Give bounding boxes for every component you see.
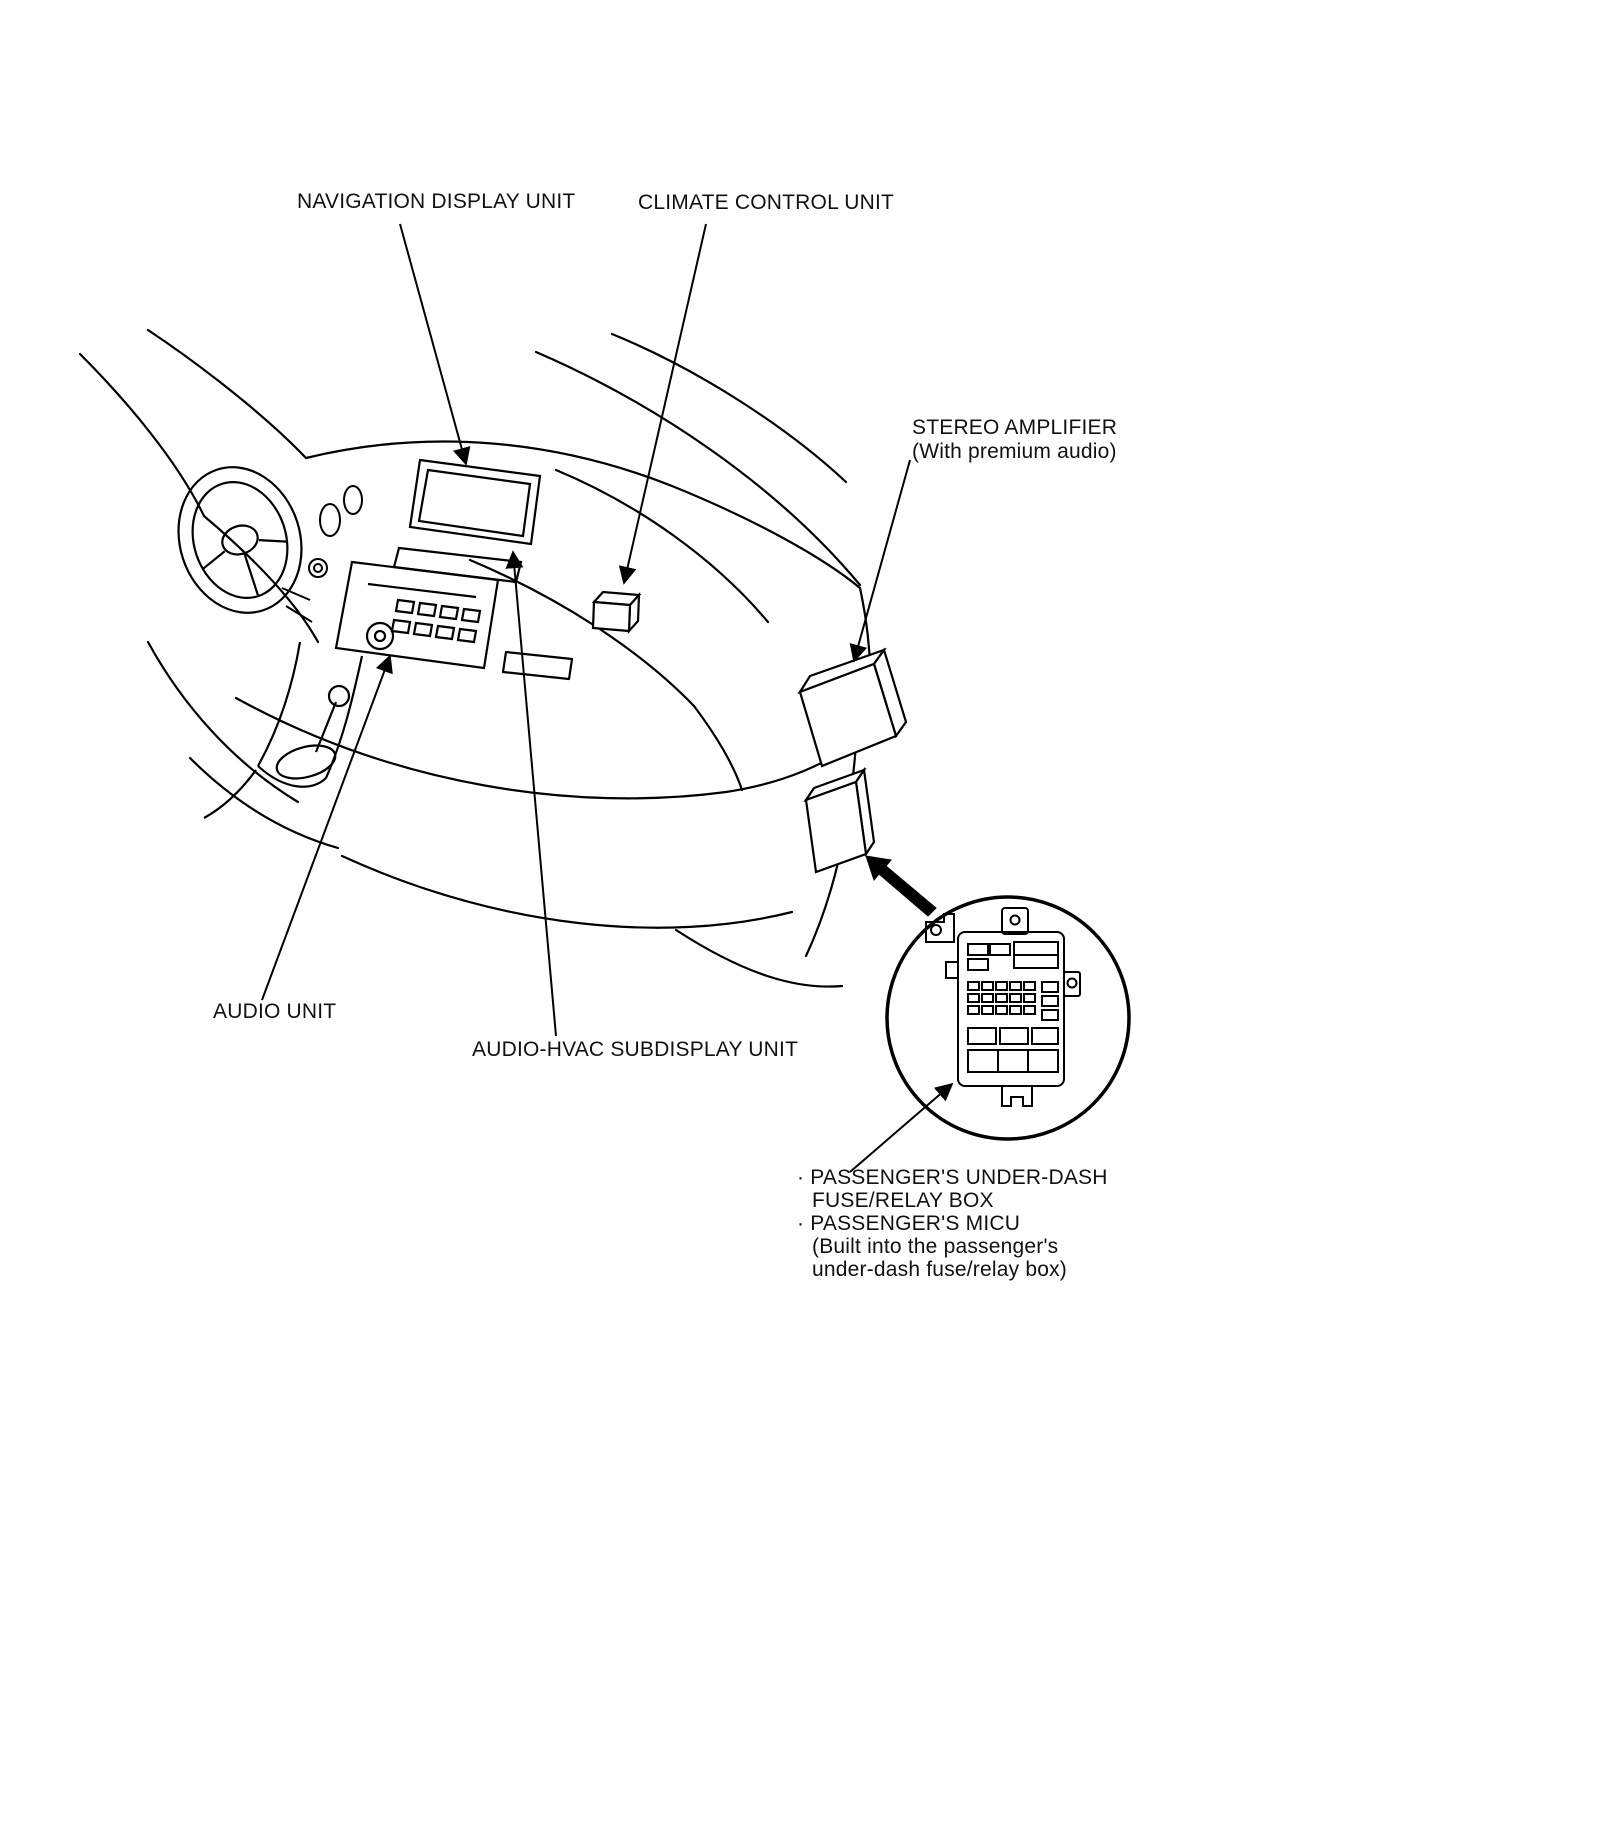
label-stereo-amplifier-line2: (With premium audio) [912, 440, 1117, 463]
audio-unit-shape [336, 562, 498, 668]
leader-audio-unit [262, 656, 390, 1000]
label-audio-unit: AUDIO UNIT [213, 1000, 337, 1023]
label-passenger-fuse-box [797, 1166, 1108, 1281]
fuse-relay-box-shape [806, 770, 874, 872]
label-fuse-line4: (Built into the passenger's [812, 1235, 1059, 1258]
label-fuse-line3: · PASSENGER'S MICU [797, 1212, 1021, 1235]
label-fuse-line5: under-dash fuse/relay box) [812, 1258, 1068, 1281]
magnify-arrow [866, 856, 936, 916]
label-stereo-amplifier-line1: STEREO AMPLIFIER [912, 416, 1118, 439]
leader-fuse-box [850, 1084, 952, 1172]
label-stereo-amplifier [912, 416, 1117, 464]
label-audio-hvac-subdisplay-unit: AUDIO-HVAC SUBDISPLAY UNIT [472, 1038, 799, 1061]
audio-hvac-subdisplay-shape [394, 548, 521, 582]
climate-control-unit-shape [593, 592, 639, 631]
label-climate-control-unit: CLIMATE CONTROL UNIT [638, 191, 895, 214]
leader-stereo-amplifier [854, 460, 910, 661]
navigation-display-unit-shape [410, 460, 540, 544]
stereo-amplifier-shape [800, 650, 906, 766]
label-fuse-line1: · PASSENGER'S UNDER-DASH [797, 1166, 1108, 1189]
interior-outline [80, 330, 870, 987]
label-navigation-display-unit: NAVIGATION DISPLAY UNIT [297, 190, 576, 213]
steering-wheel [160, 451, 320, 629]
leader-navigation-display [400, 224, 466, 464]
label-fuse-line2: FUSE/RELAY BOX [812, 1189, 994, 1212]
instrument-cluster [282, 486, 362, 622]
